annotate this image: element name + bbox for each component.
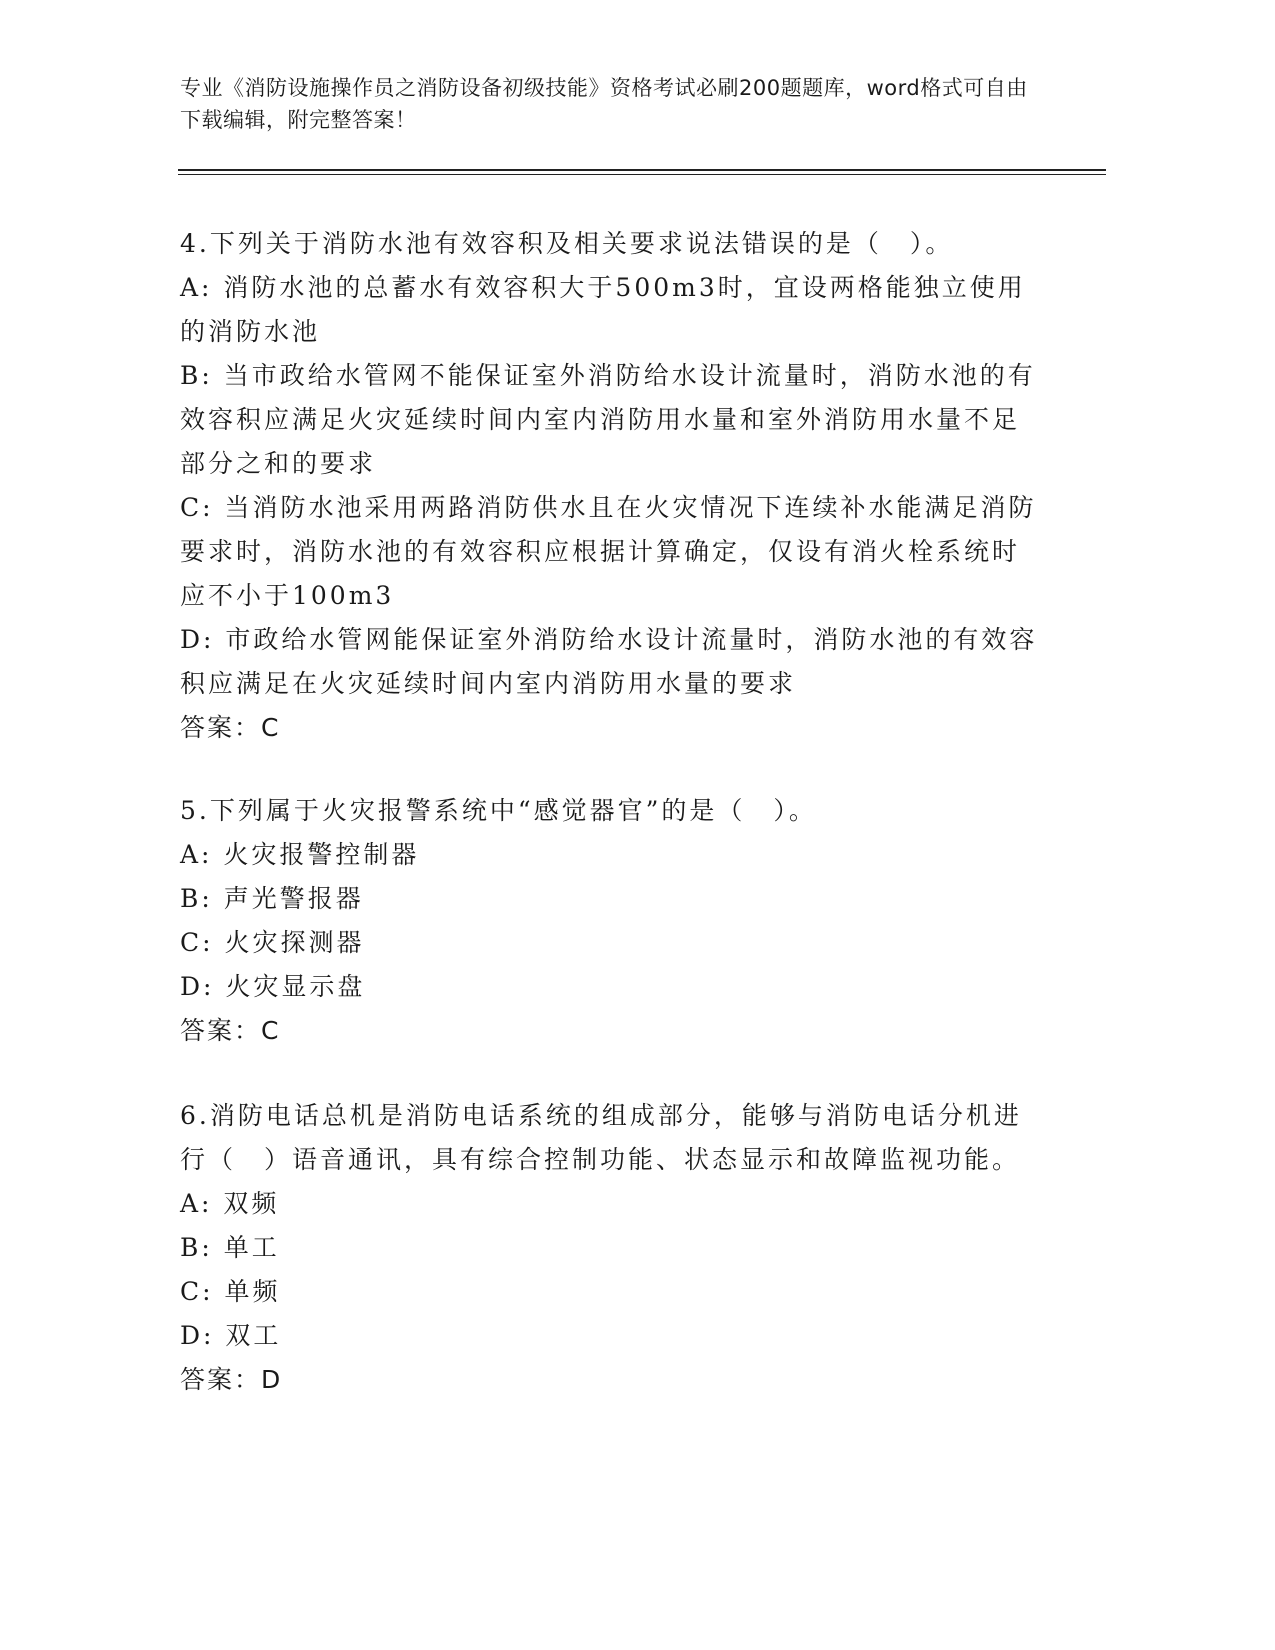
- option-d: D: 火灾显示盘: [180, 972, 366, 1001]
- option-a: A: 消防水池的总蓄水有效容积大于500m3时，宜设两格能独立使用的消防水池: [180, 273, 1026, 346]
- question-stem: 5.下列属于火灾报警系统中“感觉器官”的是（ ）。: [180, 796, 817, 825]
- question-4: [180, 222, 1040, 750]
- question-stem: 6.消防电话总机是消防电话系统的组成部分，能够与消防电话分机进行（ ）语音通讯，具有综合控制功能、状态显示和故障监视功能。: [180, 1101, 1022, 1174]
- option-c: C: 单频: [180, 1277, 281, 1306]
- header-divider-thin: [178, 174, 1106, 175]
- option-b: B: 声光警报器: [180, 884, 364, 913]
- option-a: A: 火灾报警控制器: [180, 840, 420, 869]
- document-header: 专业《消防设施操作员之消防设备初级技能》资格考试必刷200题题库，word格式可自由下载编辑，附完整答案！: [180, 76, 1028, 132]
- option-b: B: 单工: [180, 1233, 280, 1262]
- option-d: D: 市政给水管网能保证室外消防给水设计流量时，消防水池的有效容积应满足在火灾延续时间内室内消防用水量的要求: [180, 625, 1038, 698]
- answer: 答案：D: [180, 1365, 283, 1394]
- answer: 答案：C: [180, 1016, 281, 1045]
- option-c: C: 火灾探测器: [180, 928, 365, 957]
- option-a: A: 双频: [180, 1189, 280, 1218]
- answer: 答案：C: [180, 713, 281, 742]
- option-c: C: 当消防水池采用两路消防供水且在火灾情况下连续补水能满足消防要求时，消防水池的有效容积应根据计算确定，仅设有消火栓系统时应不小于100m3: [180, 493, 1037, 610]
- header-divider-thick: [178, 169, 1106, 171]
- question-6: [180, 1094, 1040, 1402]
- question-stem: 4.下列关于消防水池有效容积及相关要求说法错误的是（ ）。: [180, 229, 954, 258]
- option-d: D: 双工: [180, 1321, 282, 1350]
- option-b: B: 当市政给水管网不能保证室外消防给水设计流量时，消防水池的有效容积应满足火灾延续时间内室内消防用水量和室外消防用水量不足部分之和的要求: [180, 361, 1036, 478]
- question-5: [180, 789, 1040, 1053]
